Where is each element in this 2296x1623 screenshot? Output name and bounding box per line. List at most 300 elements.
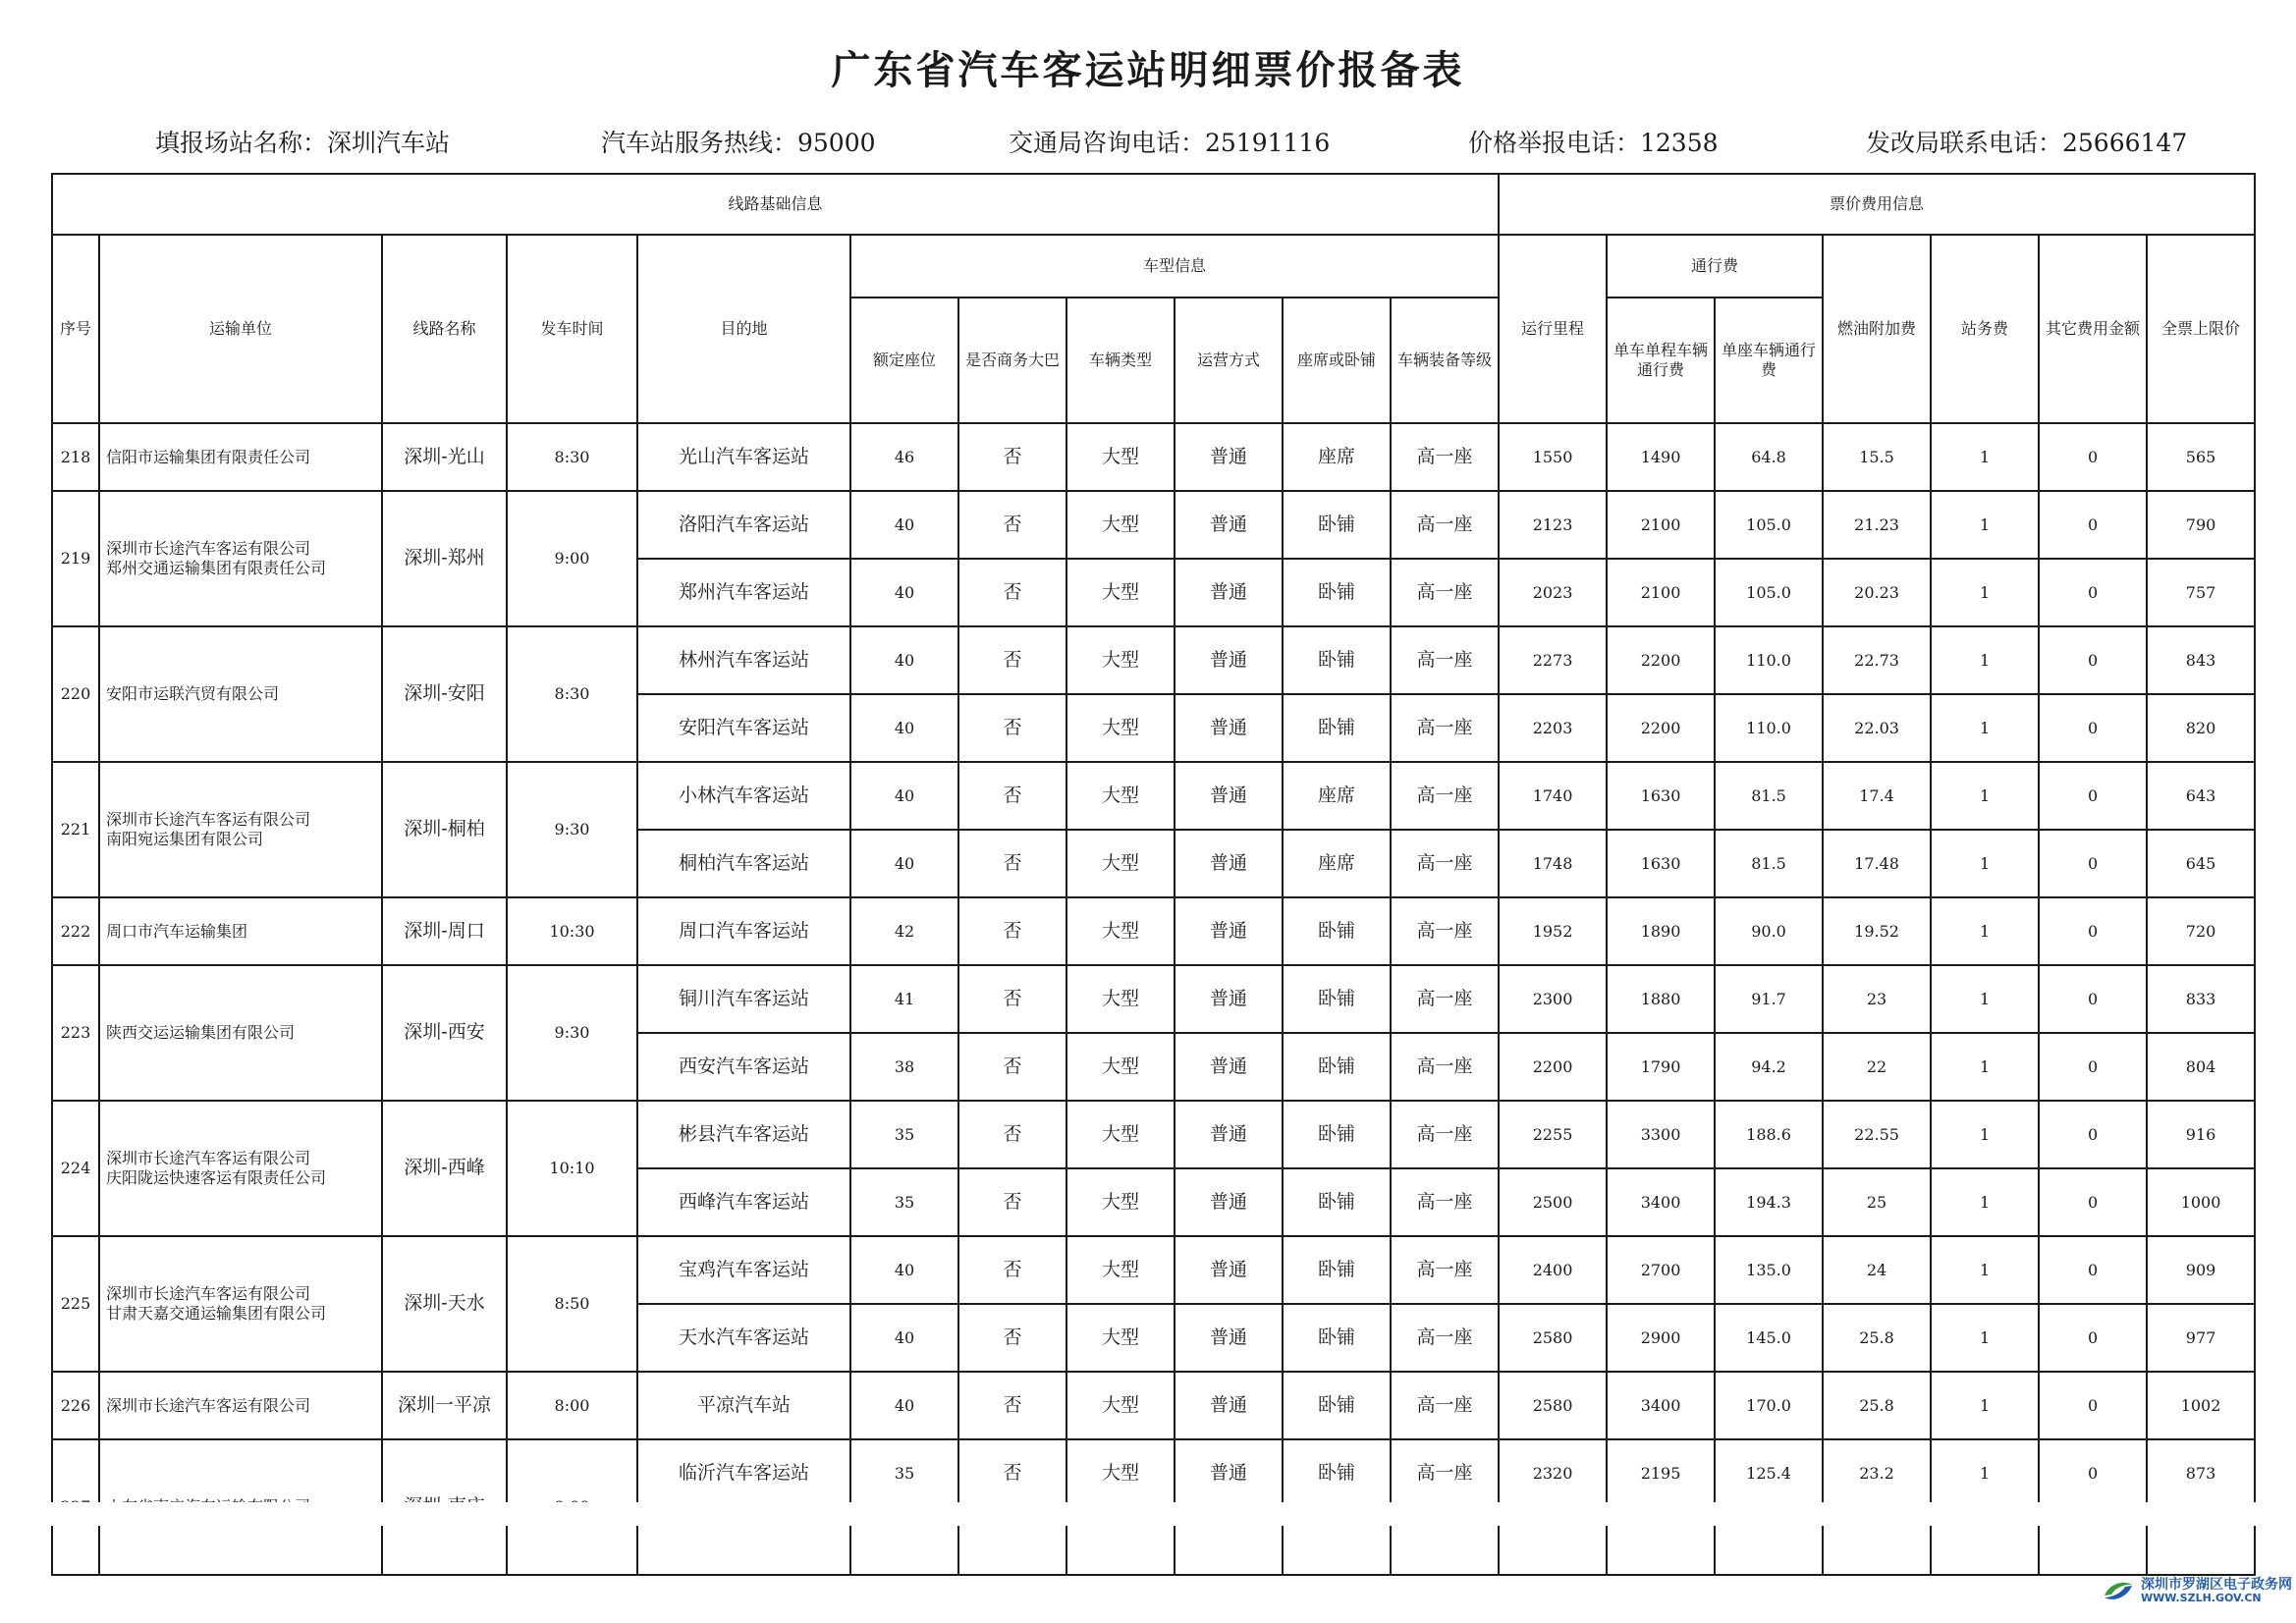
- table-row: [52, 423, 2255, 491]
- max-fare-cell: 1002: [2147, 1372, 2255, 1439]
- carrier-name: 深圳市长途汽车客运有限公司: [106, 539, 311, 558]
- page-cutoff-mask: [39, 1502, 2269, 1526]
- fuel-surcharge-cell: 22.03: [1823, 694, 1931, 762]
- vehicle-type-cell: 大型: [1066, 762, 1175, 830]
- seq-cell: 220: [52, 626, 99, 762]
- business-bus-cell: 否: [958, 1101, 1066, 1168]
- station-fee-cell: 1: [1931, 626, 2039, 694]
- carrier-cell: [99, 897, 382, 965]
- fuel-surcharge-cell: 24: [1823, 1236, 1931, 1304]
- other-fee-cell: 0: [2039, 423, 2147, 491]
- seat-or-berth-cell: 卧铺: [1283, 1101, 1391, 1168]
- toll-seat-cell: 170.0: [1715, 1372, 1823, 1439]
- toll-vehicle-cell: 2900: [1607, 1304, 1715, 1372]
- max-fare-cell: 645: [2147, 830, 2255, 897]
- operation-cell: 普通: [1175, 559, 1283, 626]
- carrier-name: 陕西交运运输集团有限公司: [106, 1023, 296, 1042]
- operation-cell: 普通: [1175, 491, 1283, 559]
- other-fee-cell: 0: [2039, 1236, 2147, 1304]
- operation-cell: 普通: [1175, 1372, 1283, 1439]
- toll-vehicle-cell: 2200: [1607, 694, 1715, 762]
- seat-or-berth-cell: 卧铺: [1283, 1236, 1391, 1304]
- business-bus-cell: 否: [958, 559, 1066, 626]
- carrier-name: 信阳市运输集团有限责任公司: [106, 447, 311, 466]
- other-fee-cell: 0: [2039, 491, 2147, 559]
- route-cell: 深圳-光山: [382, 423, 507, 491]
- table-row: [52, 965, 2255, 1033]
- fuel-surcharge-cell: 19.52: [1823, 897, 1931, 965]
- header-destination: 目的地: [637, 235, 850, 423]
- table-row: [52, 491, 2255, 559]
- seat-or-berth-cell: 卧铺: [1283, 1033, 1391, 1101]
- seats-cell: 40: [850, 559, 958, 626]
- toll-seat-cell: 91.7: [1715, 965, 1823, 1033]
- destination-cell: 铜川汽车客运站: [637, 965, 850, 1033]
- toll-vehicle-cell: 1890: [1607, 897, 1715, 965]
- station-fee-cell: 1: [1931, 1033, 2039, 1101]
- header-other-fee: 其它费用金额: [2039, 235, 2147, 423]
- toll-seat-cell: 94.2: [1715, 1033, 1823, 1101]
- operation-cell: 普通: [1175, 1236, 1283, 1304]
- carrier-cell: [99, 762, 382, 897]
- fuel-surcharge-cell: 17.48: [1823, 830, 1931, 897]
- operation-cell: 普通: [1175, 1033, 1283, 1101]
- toll-seat-cell: 135.0: [1715, 1236, 1823, 1304]
- business-bus-cell: 否: [958, 1439, 1066, 1507]
- seat-or-berth-cell: 卧铺: [1283, 626, 1391, 694]
- toll-seat-cell: 81.5: [1715, 762, 1823, 830]
- watermark-logo: [2102, 1576, 2292, 1605]
- equipment-grade-cell: 高一座: [1391, 1033, 1499, 1101]
- vehicle-type-cell: 大型: [1066, 626, 1175, 694]
- seats-cell: 40: [850, 1236, 958, 1304]
- max-fare-cell: 916: [2147, 1101, 2255, 1168]
- departure-time-cell: 9:30: [507, 762, 637, 897]
- mileage-cell: 2123: [1499, 491, 1607, 559]
- toll-seat-cell: 194.3: [1715, 1168, 1823, 1236]
- seats-cell: 38: [850, 1033, 958, 1101]
- toll-seat-cell: 90.0: [1715, 897, 1823, 965]
- vehicle-type-cell: 大型: [1066, 1236, 1175, 1304]
- seq-cell: 222: [52, 897, 99, 965]
- other-fee-cell: 0: [2039, 1304, 2147, 1372]
- header-equipment-grade: 车辆装备等级: [1391, 298, 1499, 423]
- max-fare-cell: 790: [2147, 491, 2255, 559]
- seq-cell: 219: [52, 491, 99, 626]
- vehicle-type-cell: 大型: [1066, 694, 1175, 762]
- carrier-cell: [99, 1372, 382, 1439]
- seats-cell: 41: [850, 965, 958, 1033]
- vehicle-type-cell: 大型: [1066, 1439, 1175, 1507]
- fare-table: [51, 173, 2256, 1576]
- group-header-route-basic: 线路基础信息: [52, 174, 1499, 235]
- header-max-fare: 全票上限价: [2147, 235, 2255, 423]
- fuel-surcharge-cell: 23.2: [1823, 1439, 1931, 1507]
- station-fee-cell: 1: [1931, 1372, 2039, 1439]
- equipment-grade-cell: 高一座: [1391, 694, 1499, 762]
- other-fee-cell: 0: [2039, 626, 2147, 694]
- toll-seat-cell: 110.0: [1715, 626, 1823, 694]
- business-bus-cell: 否: [958, 1168, 1066, 1236]
- seats-cell: 40: [850, 762, 958, 830]
- toll-seat-cell: 105.0: [1715, 559, 1823, 626]
- carrier-cell: [99, 423, 382, 491]
- toll-vehicle-cell: 1790: [1607, 1033, 1715, 1101]
- seats-cell: 35: [850, 1101, 958, 1168]
- carrier-name: 安阳市运联汽贸有限公司: [106, 684, 280, 703]
- seq-cell: 218: [52, 423, 99, 491]
- departure-time-cell: 8:50: [507, 1236, 637, 1372]
- mileage-cell: 2580: [1499, 1372, 1607, 1439]
- carrier-cell: [99, 491, 382, 626]
- max-fare-cell: 873: [2147, 1439, 2255, 1507]
- toll-seat-cell: 145.0: [1715, 1304, 1823, 1372]
- seats-cell: 35: [850, 1439, 958, 1507]
- max-fare-cell: 757: [2147, 559, 2255, 626]
- equipment-grade-cell: 高一座: [1391, 491, 1499, 559]
- departure-time-cell: 9:00: [507, 491, 637, 626]
- mileage-cell: 1748: [1499, 830, 1607, 897]
- destination-cell: 临沂汽车客运站: [637, 1439, 850, 1507]
- max-fare-cell: 977: [2147, 1304, 2255, 1372]
- station-fee-cell: 1: [1931, 830, 2039, 897]
- page-title: 广东省汽车客运站明细票价报备表: [831, 48, 1465, 93]
- table-row: [52, 626, 2255, 694]
- mileage-cell: 2023: [1499, 559, 1607, 626]
- header-station-fee: 站务费: [1931, 235, 2039, 423]
- equipment-grade-cell: 高一座: [1391, 1168, 1499, 1236]
- watermark-text-en: WWW.SZLH.GOV.CN: [2141, 1591, 2262, 1604]
- equipment-grade-cell: 高一座: [1391, 626, 1499, 694]
- equipment-grade-cell: 高一座: [1391, 1372, 1499, 1439]
- equipment-grade-cell: 高一座: [1391, 1236, 1499, 1304]
- carrier-name: 深圳市长途汽车客运有限公司: [106, 1284, 311, 1303]
- vehicle-type-cell: 大型: [1066, 830, 1175, 897]
- toll-seat-cell: 110.0: [1715, 694, 1823, 762]
- vehicle-type-cell: 大型: [1066, 1101, 1175, 1168]
- group-header-toll: 通行费: [1607, 235, 1823, 298]
- station-fee-cell: 1: [1931, 559, 2039, 626]
- equipment-grade-cell: 高一座: [1391, 559, 1499, 626]
- header-seats: 额定座位: [850, 298, 958, 423]
- fuel-surcharge-cell: 25: [1823, 1168, 1931, 1236]
- business-bus-cell: 否: [958, 965, 1066, 1033]
- seats-cell: 35: [850, 1168, 958, 1236]
- operation-cell: 普通: [1175, 830, 1283, 897]
- toll-vehicle-cell: 3300: [1607, 1101, 1715, 1168]
- seat-or-berth-cell: 座席: [1283, 830, 1391, 897]
- fuel-surcharge-cell: 21.23: [1823, 491, 1931, 559]
- departure-time-cell: 8:00: [507, 1372, 637, 1439]
- business-bus-cell: 否: [958, 830, 1066, 897]
- seats-cell: 40: [850, 1304, 958, 1372]
- seq-cell: 224: [52, 1101, 99, 1236]
- max-fare-cell: 833: [2147, 965, 2255, 1033]
- header-seq: 序号: [52, 235, 99, 423]
- station-fee-cell: 1: [1931, 762, 2039, 830]
- business-bus-cell: 否: [958, 626, 1066, 694]
- toll-vehicle-cell: 2200: [1607, 626, 1715, 694]
- vehicle-type-cell: 大型: [1066, 965, 1175, 1033]
- toll-vehicle-cell: 1490: [1607, 423, 1715, 491]
- destination-cell: 洛阳汽车客运站: [637, 491, 850, 559]
- destination-cell: 平凉汽车站: [637, 1372, 850, 1439]
- mileage-cell: 1740: [1499, 762, 1607, 830]
- other-fee-cell: 0: [2039, 965, 2147, 1033]
- operation-cell: 普通: [1175, 762, 1283, 830]
- max-fare-cell: 720: [2147, 897, 2255, 965]
- transport-bureau-phone: 交通局咨询电话：25191116: [1009, 129, 1331, 157]
- vehicle-type-cell: 大型: [1066, 897, 1175, 965]
- other-fee-cell: 0: [2039, 1439, 2147, 1507]
- station-name: 填报场站名称：深圳汽车站: [155, 129, 451, 157]
- carrier-name: 深圳市长途汽车客运有限公司: [106, 810, 311, 829]
- seat-or-berth-cell: 座席: [1283, 423, 1391, 491]
- vehicle-type-cell: 大型: [1066, 1372, 1175, 1439]
- seats-cell: 40: [850, 626, 958, 694]
- other-fee-cell: 0: [2039, 559, 2147, 626]
- mileage-cell: 2255: [1499, 1101, 1607, 1168]
- route-cell: 深圳-天水: [382, 1236, 507, 1372]
- destination-cell: 周口汽车客运站: [637, 897, 850, 965]
- seat-or-berth-cell: 卧铺: [1283, 1439, 1391, 1507]
- station-fee-cell: 1: [1931, 1236, 2039, 1304]
- seat-or-berth-cell: 卧铺: [1283, 694, 1391, 762]
- table-row: [52, 762, 2255, 830]
- operation-cell: 普通: [1175, 1439, 1283, 1507]
- business-bus-cell: 否: [958, 491, 1066, 559]
- toll-seat-cell: 81.5: [1715, 830, 1823, 897]
- seats-cell: 40: [850, 1372, 958, 1439]
- operation-cell: 普通: [1175, 1168, 1283, 1236]
- station-fee-cell: 1: [1931, 1439, 2039, 1507]
- seat-or-berth-cell: 卧铺: [1283, 1304, 1391, 1372]
- destination-cell: 林州汽车客运站: [637, 626, 850, 694]
- business-bus-cell: 否: [958, 762, 1066, 830]
- toll-vehicle-cell: 1630: [1607, 762, 1715, 830]
- vehicle-type-cell: 大型: [1066, 1168, 1175, 1236]
- header-route: 线路名称: [382, 235, 507, 423]
- toll-vehicle-cell: 2100: [1607, 559, 1715, 626]
- toll-seat-cell: 105.0: [1715, 491, 1823, 559]
- operation-cell: 普通: [1175, 1304, 1283, 1372]
- carrier-name: 庆阳陇运快速客运有限责任公司: [106, 1168, 327, 1187]
- route-cell: 深圳-郑州: [382, 491, 507, 626]
- carrier-cell: [99, 965, 382, 1101]
- route-cell: 深圳-桐柏: [382, 762, 507, 897]
- seat-or-berth-cell: 卧铺: [1283, 965, 1391, 1033]
- header-operation: 运营方式: [1175, 298, 1283, 423]
- destination-cell: 西安汽车客运站: [637, 1033, 850, 1101]
- mileage-cell: 2580: [1499, 1304, 1607, 1372]
- equipment-grade-cell: 高一座: [1391, 1439, 1499, 1507]
- carrier-cell: [99, 626, 382, 762]
- other-fee-cell: 0: [2039, 762, 2147, 830]
- operation-cell: 普通: [1175, 965, 1283, 1033]
- seat-or-berth-cell: 卧铺: [1283, 1372, 1391, 1439]
- fuel-surcharge-cell: 20.23: [1823, 559, 1931, 626]
- destination-cell: 宝鸡汽车客运站: [637, 1236, 850, 1304]
- departure-time-cell: 10:30: [507, 897, 637, 965]
- other-fee-cell: 0: [2039, 1168, 2147, 1236]
- toll-vehicle-cell: 1630: [1607, 830, 1715, 897]
- toll-seat-cell: 188.6: [1715, 1101, 1823, 1168]
- equipment-grade-cell: 高一座: [1391, 830, 1499, 897]
- header-business: 是否商务大巴: [958, 298, 1066, 423]
- toll-vehicle-cell: 2195: [1607, 1439, 1715, 1507]
- header-toll-seat: 单座车辆通行费: [1715, 298, 1823, 423]
- mileage-cell: 2400: [1499, 1236, 1607, 1304]
- vehicle-type-cell: 大型: [1066, 423, 1175, 491]
- fuel-surcharge-cell: 22.55: [1823, 1101, 1931, 1168]
- destination-cell: 彬县汽车客运站: [637, 1101, 850, 1168]
- seat-or-berth-cell: 卧铺: [1283, 491, 1391, 559]
- max-fare-cell: 909: [2147, 1236, 2255, 1304]
- header-mileage: 运行里程: [1499, 235, 1607, 423]
- seats-cell: 40: [850, 694, 958, 762]
- mileage-cell: 1952: [1499, 897, 1607, 965]
- other-fee-cell: 0: [2039, 897, 2147, 965]
- fuel-surcharge-cell: 15.5: [1823, 423, 1931, 491]
- business-bus-cell: 否: [958, 1372, 1066, 1439]
- header-vehicle-type: 车辆类型: [1066, 298, 1175, 423]
- fuel-surcharge-cell: 22: [1823, 1033, 1931, 1101]
- operation-cell: 普通: [1175, 694, 1283, 762]
- seats-cell: 40: [850, 491, 958, 559]
- fuel-surcharge-cell: 25.8: [1823, 1304, 1931, 1372]
- seats-cell: 46: [850, 423, 958, 491]
- seq-cell: 223: [52, 965, 99, 1101]
- destination-cell: 小林汽车客运站: [637, 762, 850, 830]
- group-header-fare-info: 票价费用信息: [1499, 174, 2255, 235]
- mileage-cell: 2500: [1499, 1168, 1607, 1236]
- development-bureau-phone: 发改局联系电话：25666147: [1866, 129, 2188, 157]
- table-row: [52, 897, 2255, 965]
- carrier-name: 深圳市长途汽车客运有限公司: [106, 1395, 311, 1415]
- price-report-phone: 价格举报电话：12358: [1468, 129, 1719, 157]
- station-fee-cell: 1: [1931, 423, 2039, 491]
- carrier-cell: [99, 1236, 382, 1372]
- destination-cell: 天水汽车客运站: [637, 1304, 850, 1372]
- departure-time-cell: 8:30: [507, 423, 637, 491]
- departure-time-cell: 9:30: [507, 965, 637, 1101]
- mileage-cell: 2273: [1499, 626, 1607, 694]
- business-bus-cell: 否: [958, 1304, 1066, 1372]
- other-fee-cell: 0: [2039, 1033, 2147, 1101]
- other-fee-cell: 0: [2039, 1101, 2147, 1168]
- business-bus-cell: 否: [958, 423, 1066, 491]
- carrier-name: 甘肃天嘉交通运输集团有限公司: [106, 1304, 327, 1323]
- operation-cell: 普通: [1175, 897, 1283, 965]
- departure-time-cell: 10:10: [507, 1101, 637, 1236]
- business-bus-cell: 否: [958, 694, 1066, 762]
- toll-vehicle-cell: 2700: [1607, 1236, 1715, 1304]
- station-fee-cell: 1: [1931, 965, 2039, 1033]
- group-header-vehicle-info: 车型信息: [850, 235, 1499, 298]
- max-fare-cell: 820: [2147, 694, 2255, 762]
- mileage-cell: 2200: [1499, 1033, 1607, 1101]
- destination-cell: 光山汽车客运站: [637, 423, 850, 491]
- toll-vehicle-cell: 3400: [1607, 1168, 1715, 1236]
- mileage-cell: 2300: [1499, 965, 1607, 1033]
- operation-cell: 普通: [1175, 626, 1283, 694]
- other-fee-cell: 0: [2039, 694, 2147, 762]
- header-seat-or-berth: 座席或卧铺: [1283, 298, 1391, 423]
- destination-cell: 西峰汽车客运站: [637, 1168, 850, 1236]
- mileage-cell: 2320: [1499, 1439, 1607, 1507]
- header-fuel: 燃油附加费: [1823, 235, 1931, 423]
- max-fare-cell: 804: [2147, 1033, 2255, 1101]
- header-toll-vehicle: 单车单程车辆通行费: [1607, 298, 1715, 423]
- equipment-grade-cell: 高一座: [1391, 897, 1499, 965]
- carrier-name: 南阳宛运集团有限公司: [106, 830, 264, 848]
- destination-cell: 安阳汽车客运站: [637, 694, 850, 762]
- max-fare-cell: 843: [2147, 626, 2255, 694]
- station-fee-cell: 1: [1931, 1304, 2039, 1372]
- carrier-name: 周口市汽车运输集团: [106, 921, 248, 941]
- watermark-text-cn: 深圳市罗湖区电子政务网: [2141, 1576, 2292, 1593]
- header-carrier: 运输单位: [99, 235, 382, 423]
- vehicle-type-cell: 大型: [1066, 491, 1175, 559]
- fuel-surcharge-cell: 17.4: [1823, 762, 1931, 830]
- seat-or-berth-cell: 卧铺: [1283, 1168, 1391, 1236]
- station-fee-cell: 1: [1931, 1101, 2039, 1168]
- max-fare-cell: 565: [2147, 423, 2255, 491]
- header-departure: 发车时间: [507, 235, 637, 423]
- table-row: [52, 1439, 2255, 1507]
- business-bus-cell: 否: [958, 1236, 1066, 1304]
- seq-cell: 221: [52, 762, 99, 897]
- destination-cell: 郑州汽车客运站: [637, 559, 850, 626]
- fuel-surcharge-cell: 22.73: [1823, 626, 1931, 694]
- table-row: [52, 1236, 2255, 1304]
- seats-cell: 42: [850, 897, 958, 965]
- toll-seat-cell: 125.4: [1715, 1439, 1823, 1507]
- destination-cell: 桐柏汽车客运站: [637, 830, 850, 897]
- toll-vehicle-cell: 3400: [1607, 1372, 1715, 1439]
- service-hotline: 汽车站服务热线：95000: [601, 129, 876, 157]
- vehicle-type-cell: 大型: [1066, 559, 1175, 626]
- seat-or-berth-cell: 卧铺: [1283, 897, 1391, 965]
- max-fare-cell: 1000: [2147, 1168, 2255, 1236]
- table-row: [52, 1101, 2255, 1168]
- equipment-grade-cell: 高一座: [1391, 965, 1499, 1033]
- table-row: [52, 1372, 2255, 1439]
- route-cell: 深圳-西安: [382, 965, 507, 1101]
- mileage-cell: 1550: [1499, 423, 1607, 491]
- route-cell: 深圳-西峰: [382, 1101, 507, 1236]
- other-fee-cell: 0: [2039, 830, 2147, 897]
- station-fee-cell: 1: [1931, 1168, 2039, 1236]
- departure-time-cell: 8:30: [507, 626, 637, 762]
- toll-vehicle-cell: 1880: [1607, 965, 1715, 1033]
- business-bus-cell: 否: [958, 1033, 1066, 1101]
- fuel-surcharge-cell: 25.8: [1823, 1372, 1931, 1439]
- equipment-grade-cell: 高一座: [1391, 423, 1499, 491]
- equipment-grade-cell: 高一座: [1391, 1304, 1499, 1372]
- seq-cell: 226: [52, 1372, 99, 1439]
- toll-vehicle-cell: 2100: [1607, 491, 1715, 559]
- station-fee-cell: 1: [1931, 491, 2039, 559]
- business-bus-cell: 否: [958, 897, 1066, 965]
- seats-cell: 40: [850, 830, 958, 897]
- carrier-name: 深圳市长途汽车客运有限公司: [106, 1149, 311, 1167]
- max-fare-cell: 643: [2147, 762, 2255, 830]
- toll-seat-cell: 64.8: [1715, 423, 1823, 491]
- seat-or-berth-cell: 卧铺: [1283, 559, 1391, 626]
- seq-cell: 225: [52, 1236, 99, 1372]
- operation-cell: 普通: [1175, 1101, 1283, 1168]
